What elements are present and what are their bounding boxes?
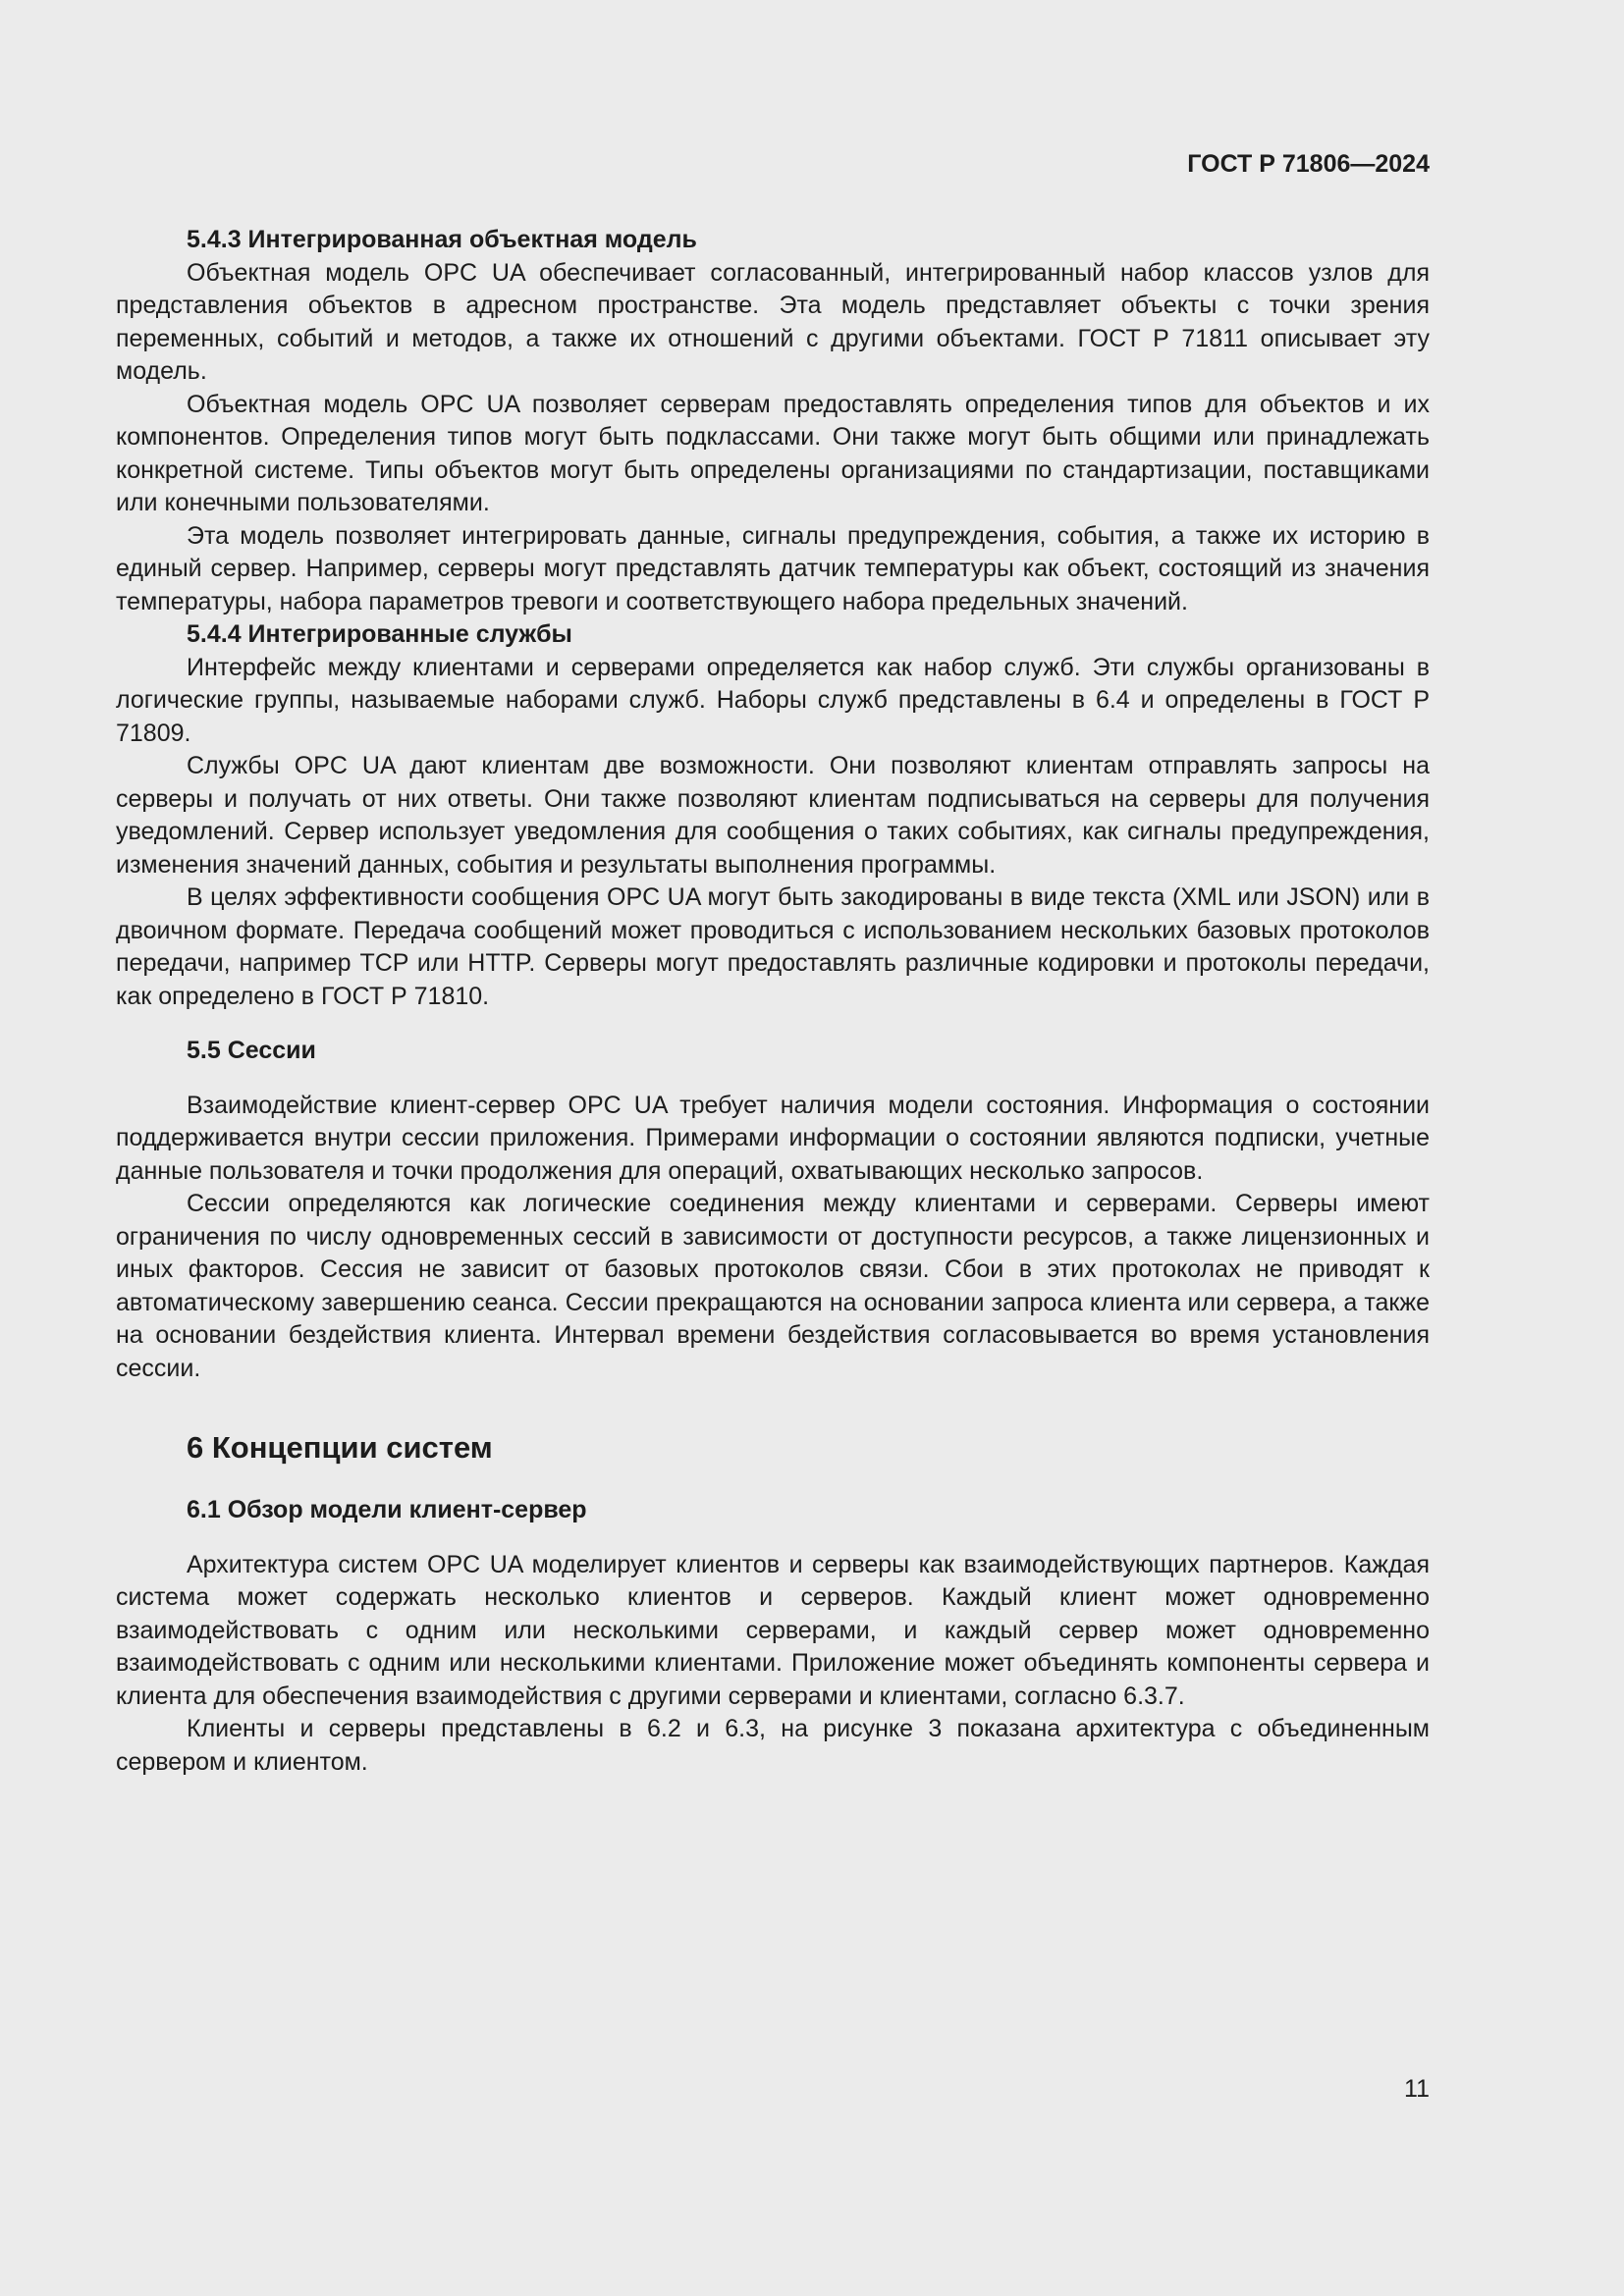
section-5-4-3-paragraph-3: Эта модель позволяет интегрировать данные, сигналы предупреждения, события, а также их историю в единый сервер. Например, серверы могут представлять датчик температуры как объект, состоящий из значения температуры, набора параметров тревоги и соответствующего набора предельных значений.	[116, 521, 1430, 615]
section-5-5-paragraph-2: Сессии определяются как логические соединения между клиентами и серверами. Серверы имеют ограничения по числу одновременных сессий в зависимости от доступности ресурсов, а также лицензионных и иных факторов. Сессия не зависит от базовых протоколов связи. Сбои в этих протоколах не приводят к автоматическому завершению сеанса. Сессии прекращаются на основании запроса клиента или сервера, а также на основании бездействия клиента. Интервал времени бездействия согласовывается во время установления сессии.	[116, 1190, 1430, 1382]
page-number: 11	[1404, 2075, 1430, 2103]
section-5-4-4-heading: 5.4.4 Интегрированные службы	[187, 620, 572, 648]
spacer	[116, 1468, 1430, 1494]
page-content	[116, 224, 1430, 1779]
section-5-5-heading: 5.5 Сессии	[187, 1037, 316, 1064]
spacer	[116, 1385, 1430, 1428]
spacer	[116, 1013, 1430, 1035]
section-5-4-3-heading: 5.4.3 Интегрированная объектная модель	[187, 226, 697, 253]
section-6-1-paragraph-1: Архитектура систем OPC UA моделирует клиентов и серверы как взаимодействующих партнеров. Каждая система может содержать несколько клиентов и серверов. Каждый клиент может одновременно взаимодействовать с одним или несколькими серверами, и каждый сервер может одновременно взаимодействовать с одним или несколькими клиентами. Приложение может объединять компоненты сервера и клиента для обеспечения взаимодействия с другими серверами и клиентами, согласно 6.3.7.	[116, 1550, 1430, 1710]
spacer	[116, 1068, 1430, 1090]
spacer	[116, 1527, 1430, 1549]
section-5-4-4-paragraph-3: В целях эффективности сообщения OPC UA могут быть закодированы в виде текста (XML или JSON) или в двоичном формате. Передача сообщений может проводиться с использованием нескольких базовых протоколов передачи, например TCP или HTTP. Серверы могут предоставлять различные кодировки и протоколы передачи, как определено в ГОСТ Р 71810.	[116, 883, 1430, 1010]
section-5-4-4-paragraph-1: Интерфейс между клиентами и серверами определяется как набор служб. Эти службы организованы в логические группы, называемые наборами служб. Наборы служб представлены в 6.4 и определены в ГОСТ Р 71809.	[116, 653, 1430, 747]
section-5-4-4-paragraph-2: Службы OPC UA дают клиентам две возможности. Они позволяют клиентам отправлять запросы на серверы и получать от них ответы. Они также позволяют клиентам подписываться на серверы для получения уведомлений. Сервер использует уведомления для сообщения о таких событиях, как сигналы предупреждения, изменения значений данных, события и результаты выполнения программы.	[116, 752, 1430, 879]
section-5-4-3-paragraph-1: Объектная модель OPC UA обеспечивает согласованный, интегрированный набор классов узлов для представления объектов в адресном пространстве. Эта модель представляет объекты с точки зрения переменных, событий и методов, а также их отношений с другими объектами. ГОСТ Р 71811 описывает эту модель.	[116, 258, 1430, 385]
document-id: ГОСТ Р 71806—2024	[1187, 150, 1430, 178]
section-6-heading: 6 Концепции систем	[187, 1430, 493, 1465]
section-5-4-3-paragraph-2: Объектная модель OPC UA позволяет серверам предоставлять определения типов для объектов и их компонентов. Определения типов могут быть подклассами. Они также могут быть общими или принадлежать конкретной системе. Типы объектов могут быть определены организациями по стандартизации, поставщиками или конечными пользователями.	[116, 390, 1430, 516]
section-6-1-paragraph-2: Клиенты и серверы представлены в 6.2 и 6.3, на рисунке 3 показана архитектура с объединенным сервером и клиентом.	[116, 1715, 1430, 1776]
section-5-5-paragraph-1: Взаимодействие клиент-сервер OPC UA требует наличия модели состояния. Информация о состоянии поддерживается внутри сессии приложения. Примерами информации о состоянии являются подписки, учетные данные пользователя и точки продолжения для операций, охватывающих несколько запросов.	[116, 1091, 1430, 1185]
section-6-1-heading: 6.1 Обзор модели клиент-сервер	[187, 1496, 587, 1523]
